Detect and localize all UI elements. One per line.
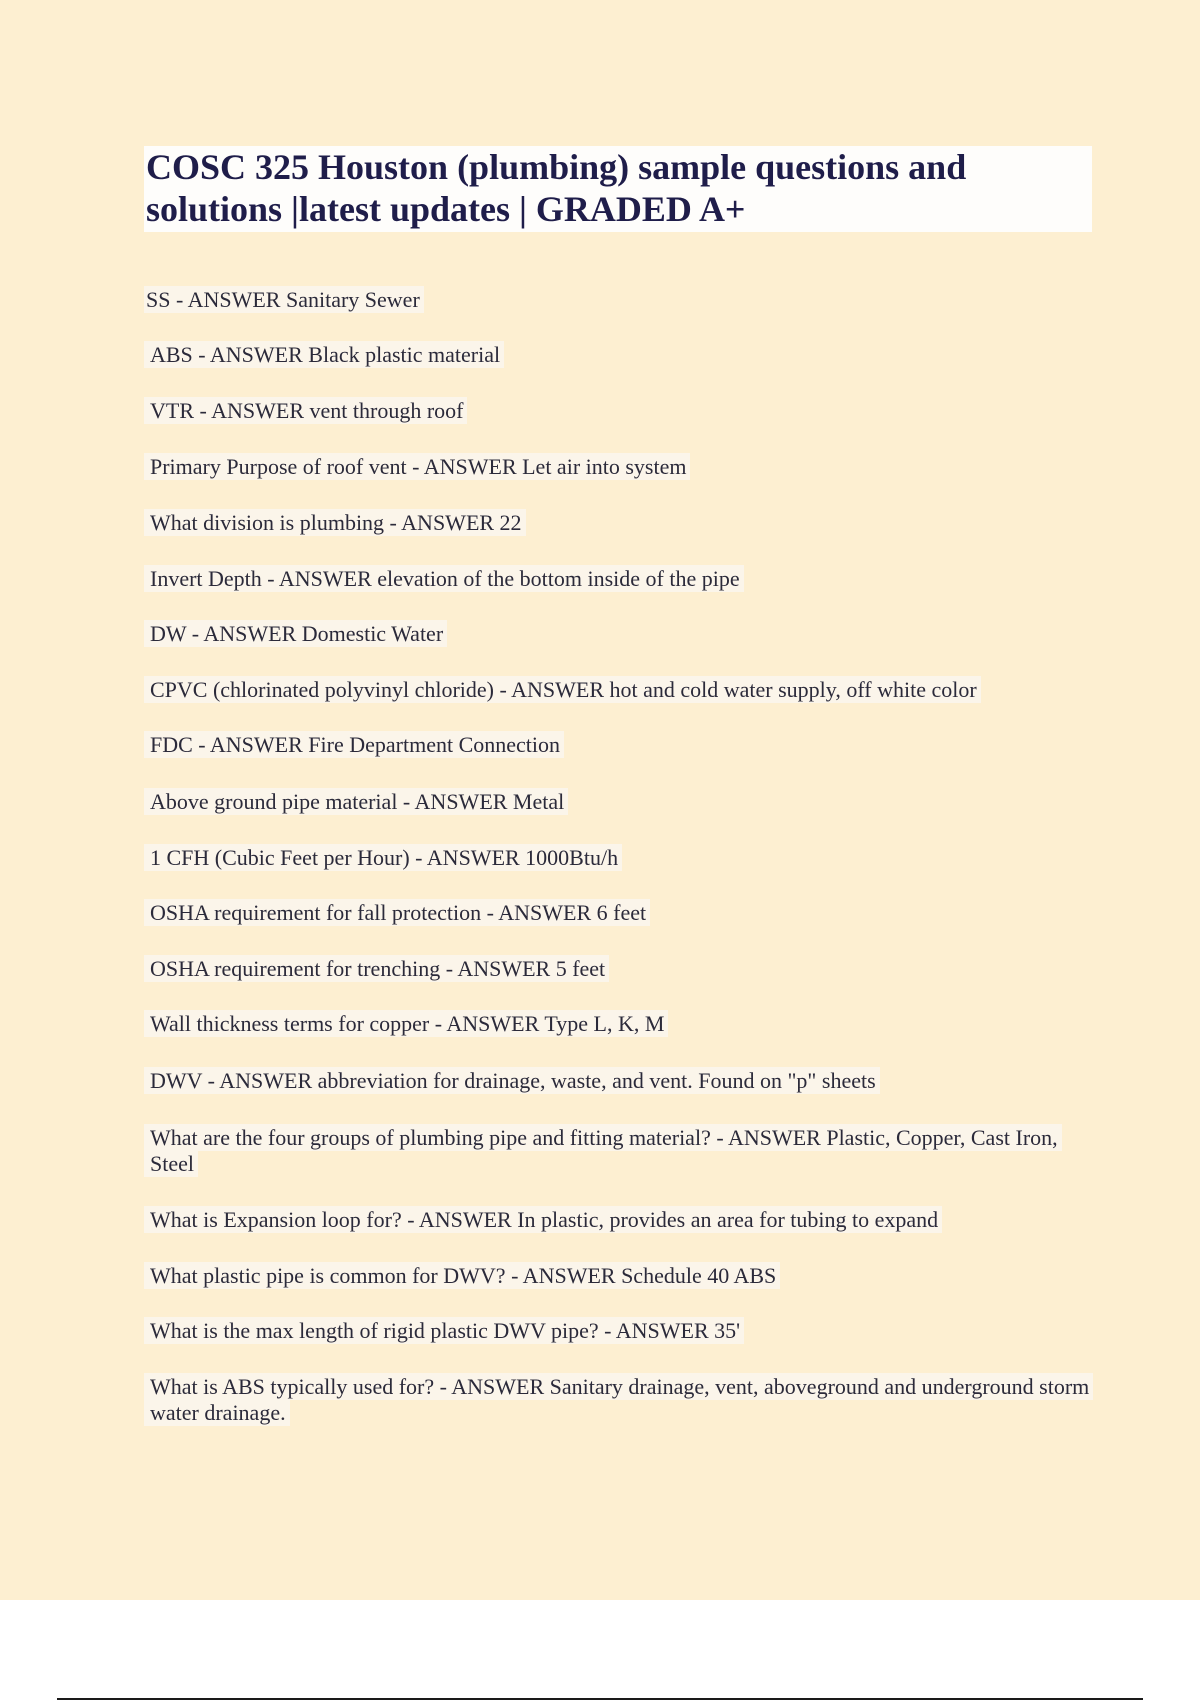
qa-item — [144, 510, 1092, 536]
qa-text: OSHA requirement for trenching - ANSWER 5 feet — [144, 955, 609, 982]
qa-item — [144, 454, 1092, 480]
qa-item — [144, 732, 1092, 758]
qa-text: Primary Purpose of roof vent - ANSWER Let air into system — [144, 453, 690, 480]
qa-text: What division is plumbing - ANSWER 22 — [144, 509, 526, 536]
qa-item — [144, 287, 1092, 313]
qa-item — [144, 900, 1092, 926]
qa-item — [144, 621, 1092, 647]
title-box — [144, 146, 1092, 232]
qa-text: Above ground pipe material - ANSWER Metal — [144, 788, 568, 815]
qa-item — [144, 1068, 1092, 1094]
qa-text: 1 CFH (Cubic Feet per Hour) - ANSWER 1000Btu/h — [144, 844, 622, 871]
qa-item — [144, 1318, 1092, 1344]
qa-text: DW - ANSWER Domestic Water — [144, 620, 447, 647]
qa-item — [144, 342, 1092, 368]
qa-text: What is Expansion loop for? - ANSWER In plastic, provides an area for tubing to expand — [144, 1206, 942, 1233]
qa-item — [144, 1374, 1092, 1426]
qa-item — [144, 845, 1092, 871]
qa-item — [144, 1263, 1092, 1289]
qa-text: Wall thickness terms for copper - ANSWER Type L, K, M — [144, 1010, 668, 1037]
qa-text: FDC - ANSWER Fire Department Connection — [144, 731, 564, 758]
qa-item — [144, 956, 1092, 982]
qa-item — [144, 1207, 1092, 1233]
document-title: COSC 325 Houston (plumbing) sample questions and solutions |latest updates | GRADED A+ — [146, 147, 967, 229]
qa-item — [144, 677, 1092, 703]
qa-item — [144, 1011, 1092, 1037]
qa-text: DWV - ANSWER abbreviation for drainage, waste, and vent. Found on "p" sheets — [144, 1067, 880, 1094]
qa-item — [144, 789, 1092, 815]
qa-text: What is the max length of rigid plastic DWV pipe? - ANSWER 35' — [144, 1317, 744, 1344]
qa-item — [144, 1125, 1092, 1177]
qa-text: Invert Depth - ANSWER elevation of the bottom inside of the pipe — [144, 565, 744, 592]
qa-text: VTR - ANSWER vent through roof — [144, 397, 467, 424]
qa-text: SS - ANSWER Sanitary Sewer — [144, 286, 424, 313]
qa-text: OSHA requirement for fall protection - ANSWER 6 feet — [144, 899, 650, 926]
qa-text: What plastic pipe is common for DWV? - ANSWER Schedule 40 ABS — [144, 1262, 780, 1289]
qa-text: What are the four groups of plumbing pipe and fitting material? - ANSWER Plastic, Copper, Cast Iron, Steel — [144, 1124, 1062, 1177]
qa-item — [144, 398, 1092, 424]
qa-item — [144, 566, 1092, 592]
qa-text: ABS - ANSWER Black plastic material — [144, 341, 504, 368]
qa-text: CPVC (chlorinated polyvinyl chloride) - ANSWER hot and cold water supply, off white color — [144, 676, 981, 703]
qa-text: What is ABS typically used for? - ANSWER Sanitary drainage, vent, aboveground and underground storm water drainage. — [144, 1373, 1093, 1426]
